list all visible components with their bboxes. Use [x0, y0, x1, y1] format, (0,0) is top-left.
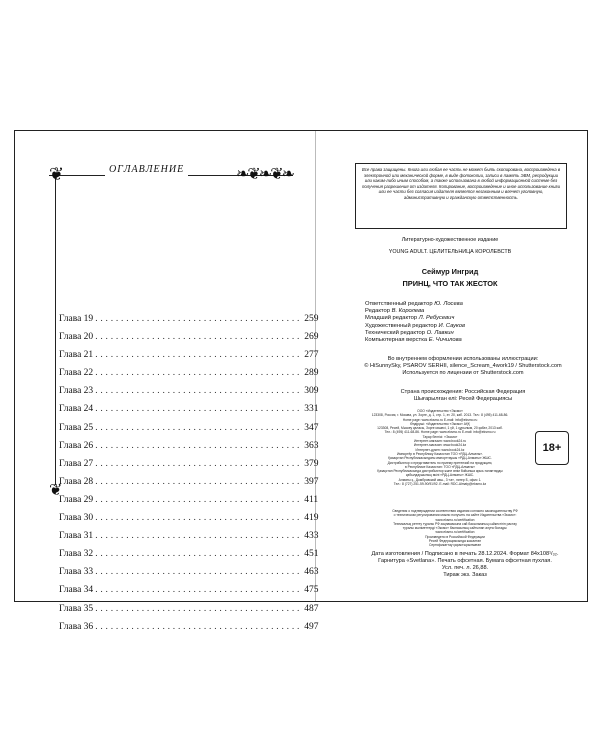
illustration-line: © HiSunnySky, PSAROV SERHII, silence_Scream_4work19 / Shutterstock.com	[364, 362, 562, 369]
publisher-line: Интернет-дүкен: www.book24.kz	[415, 447, 465, 452]
cert-line: Сведения о подтверждении соответствия издания согласно законодательству РФ	[392, 509, 518, 513]
toc-entry	[59, 549, 319, 567]
toc-leader-dots: ........................................	[95, 314, 303, 324]
print-line: Тираж экз. Заказ	[443, 572, 487, 578]
toc-entry-label: Глава 33	[59, 567, 94, 578]
toc-leader-dots: ........................................	[95, 386, 303, 397]
publisher-line: Тауар белгісі: «Эксмо»	[422, 434, 458, 439]
toc-entry-page: 259	[304, 314, 319, 324]
toc-entry-page: 411	[304, 494, 319, 505]
toc-entry-label: Глава 29	[59, 494, 94, 505]
toc-entry-page: 277	[304, 350, 319, 361]
toc-entry-label: Глава 19	[59, 314, 94, 324]
toc-leader-dots: ........................................	[95, 440, 303, 451]
credit-line	[365, 337, 575, 344]
toc-entry-label: Глава 36	[59, 621, 94, 632]
credit-role: Компьютерная верстка	[365, 337, 428, 344]
toc-leader-dots: ........................................	[95, 458, 303, 469]
author-name: Сеймур Ингрид	[421, 267, 479, 276]
cert-line: www.eksmo.ru/certification	[435, 517, 475, 522]
genre-line: Литературно-художественное издание	[401, 237, 499, 243]
illustration-line: Во внутреннем оформлении использованы иллюстрации:	[387, 356, 539, 362]
toc-entry-page: 433	[304, 531, 319, 542]
publisher-info	[355, 409, 525, 486]
publisher-line: 123308, Россия, г. Москва, ул. Зорге, д. 1, стр. 1, эт. 20, каб. 2013. Тел.: 8 (495) 411-68-86.	[371, 413, 509, 418]
toc-leader-dots: ........................................	[95, 350, 303, 361]
toc-entry	[59, 621, 319, 640]
toc-entry-page: 309	[304, 386, 319, 397]
credit-person: В. Королева	[391, 308, 425, 315]
toc-entry-label: Глава 28	[59, 476, 94, 487]
toc-entry-page: 363	[304, 440, 319, 451]
toc-entry	[59, 494, 319, 513]
toc-leader-dots: ........................................	[95, 567, 303, 578]
toc-leader-dots: ........................................	[95, 476, 303, 487]
cert-line: туралы мәліметтерді «Эксмо» баспасының сайтынан алуға болады:	[402, 526, 508, 531]
publisher-line: Өндіруші: «Издательство «Эксмо» АҚҚ	[410, 421, 470, 426]
toc-leader-dots: ........................................	[95, 603, 303, 614]
toc-entry-label: Глава 20	[59, 332, 94, 343]
toc-entry-page: 331	[304, 404, 319, 415]
cert-line: www.eksmo.ru/certification	[435, 530, 475, 535]
toc-entry	[59, 440, 319, 459]
publisher-line: Тел.: 8 (727) 251-59-90/91/92. E-mail: RDC-Almaty@eksmo.kz	[393, 482, 487, 487]
book-spread	[14, 130, 588, 632]
origin-line: Страна происхождения: Российская Федерация	[400, 389, 526, 395]
toc-entry-label: Глава 21	[59, 350, 94, 361]
toc-entry-page: 269	[304, 332, 319, 343]
toc-entry	[59, 404, 319, 422]
toc-entry-label: Глава 34	[59, 585, 94, 596]
toc-entry	[59, 422, 319, 441]
credits-list	[365, 301, 575, 344]
toc-entry-label: Глава 35	[59, 603, 94, 614]
origin-block	[349, 389, 577, 403]
publisher-line: Тел.: 8 (495) 411-68-86. Home page: www.eksmo.ru E-mail: info@eksmo.ru	[384, 430, 496, 435]
toc-entry-page: 451	[304, 549, 319, 560]
toc-entry-label: Глава 31	[59, 531, 94, 542]
publisher-line: Дистрибьютор и представитель по приему претензий на продукцию,	[387, 460, 493, 465]
book-title: ПРИНЦ, ЧТО ТАК ЖЕСТОК	[402, 279, 498, 288]
cert-line: Ресей Федерациясында жасалған	[428, 539, 482, 544]
toc-entry	[59, 476, 319, 495]
toc-leader-dots: ........................................	[95, 513, 303, 524]
toc-title: ОГЛАВЛЕНИЕ	[105, 163, 188, 177]
toc-entry-label: Глава 30	[59, 513, 94, 524]
toc-entry-page: 289	[304, 368, 319, 379]
credit-person: О. Лавкин	[426, 329, 454, 336]
toc-entry	[59, 332, 319, 350]
ornament-top-left-icon: ❦	[49, 164, 65, 184]
toc-entry	[59, 314, 319, 332]
toc-leader-dots: ........................................	[95, 494, 303, 505]
credit-role: Ответственный редактор	[365, 301, 433, 307]
toc-entry	[59, 603, 319, 622]
toc-leader-dots: ........................................	[95, 549, 303, 560]
origin-line-kz: Шығарылған елі: Ресей Федерациясы	[413, 395, 513, 402]
illustrations-credit	[349, 356, 577, 376]
toc-entry	[59, 531, 319, 549]
publisher-line: Интернет-магазин: www.book24.ru	[413, 439, 467, 444]
credit-person: Е. Чичилова	[428, 337, 462, 344]
toc-leader-dots: ........................................	[95, 332, 303, 343]
series-line: YOUNG ADULT. ЦЕЛИТЕЛЬНИЦА КОРОЛЕВСТВ	[388, 249, 512, 255]
credit-role: Технический редактор	[365, 329, 425, 336]
publisher-line: Интернет-магазин: www.book24.kz	[413, 443, 467, 448]
publisher-line: Home page: www.eksmo.ru E-mail: info@eksmo.ru	[402, 417, 478, 422]
publisher-line: Қазақстан Республикасында дистрибьютор және өнім бойынша арыз-талаптарды	[377, 469, 503, 474]
toc-leader-dots: ........................................	[95, 404, 303, 415]
publisher-line: қабылдаушының өкілі «РДЦ-Алматы» ЖШС.	[405, 473, 475, 478]
toc-entry-page: 347	[304, 422, 319, 433]
credit-role: Художественный редактор	[365, 322, 437, 329]
print-info	[349, 551, 581, 579]
toc-entry	[59, 386, 319, 404]
toc-entry-page: 497	[304, 621, 319, 632]
toc-leader-dots: ........................................	[95, 368, 303, 379]
print-line: Гарнитура «Svetlana». Печать офсетная. Бумага офсетная пухлая.	[378, 558, 552, 564]
toc-entry-page: 487	[304, 603, 319, 614]
print-line: Усл. печ. л. 26,88.	[441, 565, 489, 571]
credit-role: Младший редактор	[365, 315, 418, 322]
toc-entry-label: Глава 22	[59, 368, 94, 379]
credit-person: И. Сауков	[438, 322, 466, 329]
publisher-line: в Республике Казахстан: ТОО «РДЦ-Алматы»	[404, 464, 476, 469]
toc-entry-page: 397	[304, 476, 319, 487]
toc-list	[59, 314, 319, 640]
certification-info	[355, 509, 555, 548]
toc-entry	[59, 458, 319, 477]
credit-line	[365, 301, 575, 308]
frame-left-rule	[55, 175, 56, 485]
left-page	[15, 131, 319, 632]
toc-entry-label: Глава 25	[59, 422, 94, 433]
toc-leader-dots: ........................................	[95, 422, 303, 433]
toc-entry-page: 379	[304, 458, 319, 469]
toc-leader-dots: ........................................	[95, 585, 303, 596]
copyright-notice: Все права защищены. Книга или любая ее часть не может быть скопирована, воспроизведена в электронной или механической форме, в виде фотокопии, записи в память ЭВМ, репродукции или каким-либо иным способом, а также использована в любой информационной системе без получения разрешения от издателя. Копирование, воспроизведение и иное использование книги или ее части без согласия издателя является незаконным и влечет уголовную, административную и гражданскую ответственность.	[355, 163, 567, 229]
ornament-bottom-left-icon: ❦	[49, 482, 63, 499]
credit-line	[365, 323, 575, 330]
illustration-line: Используется по лицензии от Shutterstock.com	[402, 369, 524, 376]
publisher-line: ООО «Издательство «Эксмо»	[417, 409, 463, 413]
credit-person: Ю. Лосева	[434, 301, 463, 307]
ornament-top-right-icon: ❧❦❧❦❧	[235, 166, 293, 183]
toc-entry	[59, 567, 319, 585]
toc-entry	[59, 368, 319, 386]
toc-entry	[59, 513, 319, 531]
toc-leader-dots: ........................................	[95, 531, 303, 542]
credit-line	[365, 330, 575, 337]
cert-line: Сертификаттау қарастырылмаған	[428, 543, 482, 548]
right-page	[315, 131, 587, 601]
toc-entry	[59, 585, 319, 603]
publisher-line: 123308, Ресей, Мәскеу қаласы, Зорге көшесі, 1 үй, 1 құрылым, 20 қабат, 2013 каб.	[377, 426, 503, 431]
credit-role: Редактор	[365, 308, 390, 315]
print-line: Дата изготовления / Подписано в печать 28.12.2024. Формат 84x108¹/₃₂.	[371, 551, 559, 557]
cert-line: Техникалық реттеу туралы РФ заңнамасына сай басылымның сәйкестігін растау	[393, 521, 517, 526]
toc-entry-page: 463	[304, 567, 319, 578]
toc-entry-label: Глава 32	[59, 549, 94, 560]
toc-entry	[59, 350, 319, 368]
toc-entry-page: 419	[304, 513, 319, 524]
credit-line	[365, 315, 575, 322]
cert-line: Произведено в Российской Федерации	[425, 534, 485, 539]
toc-leader-dots: ........................................	[95, 621, 303, 632]
toc-entry-label: Глава 24	[59, 404, 94, 415]
publisher-line: Қазақстан Республикасындағы импорттаушы «РДЦ-Алматы» ЖШС.	[388, 456, 492, 461]
publisher-line: Импортёр в Республику Казахстан ТОО «РДЦ-Алматы».	[397, 451, 483, 456]
publisher-line: Алматы қ., Домбровский көш., 3 «а», литер Б, офис 1.	[398, 477, 482, 482]
toc-entry-page: 475	[304, 585, 319, 596]
cert-line: о техническом регулировании можно получить на сайте Издательства «Эксмо»:	[393, 513, 517, 518]
toc-entry-label: Глава 27	[59, 458, 94, 469]
toc-entry-label: Глава 23	[59, 386, 94, 397]
toc-entry-label: Глава 26	[59, 440, 94, 451]
credit-person: Л. Ребусевич	[418, 315, 455, 322]
age-rating-badge: 18+	[535, 431, 569, 465]
